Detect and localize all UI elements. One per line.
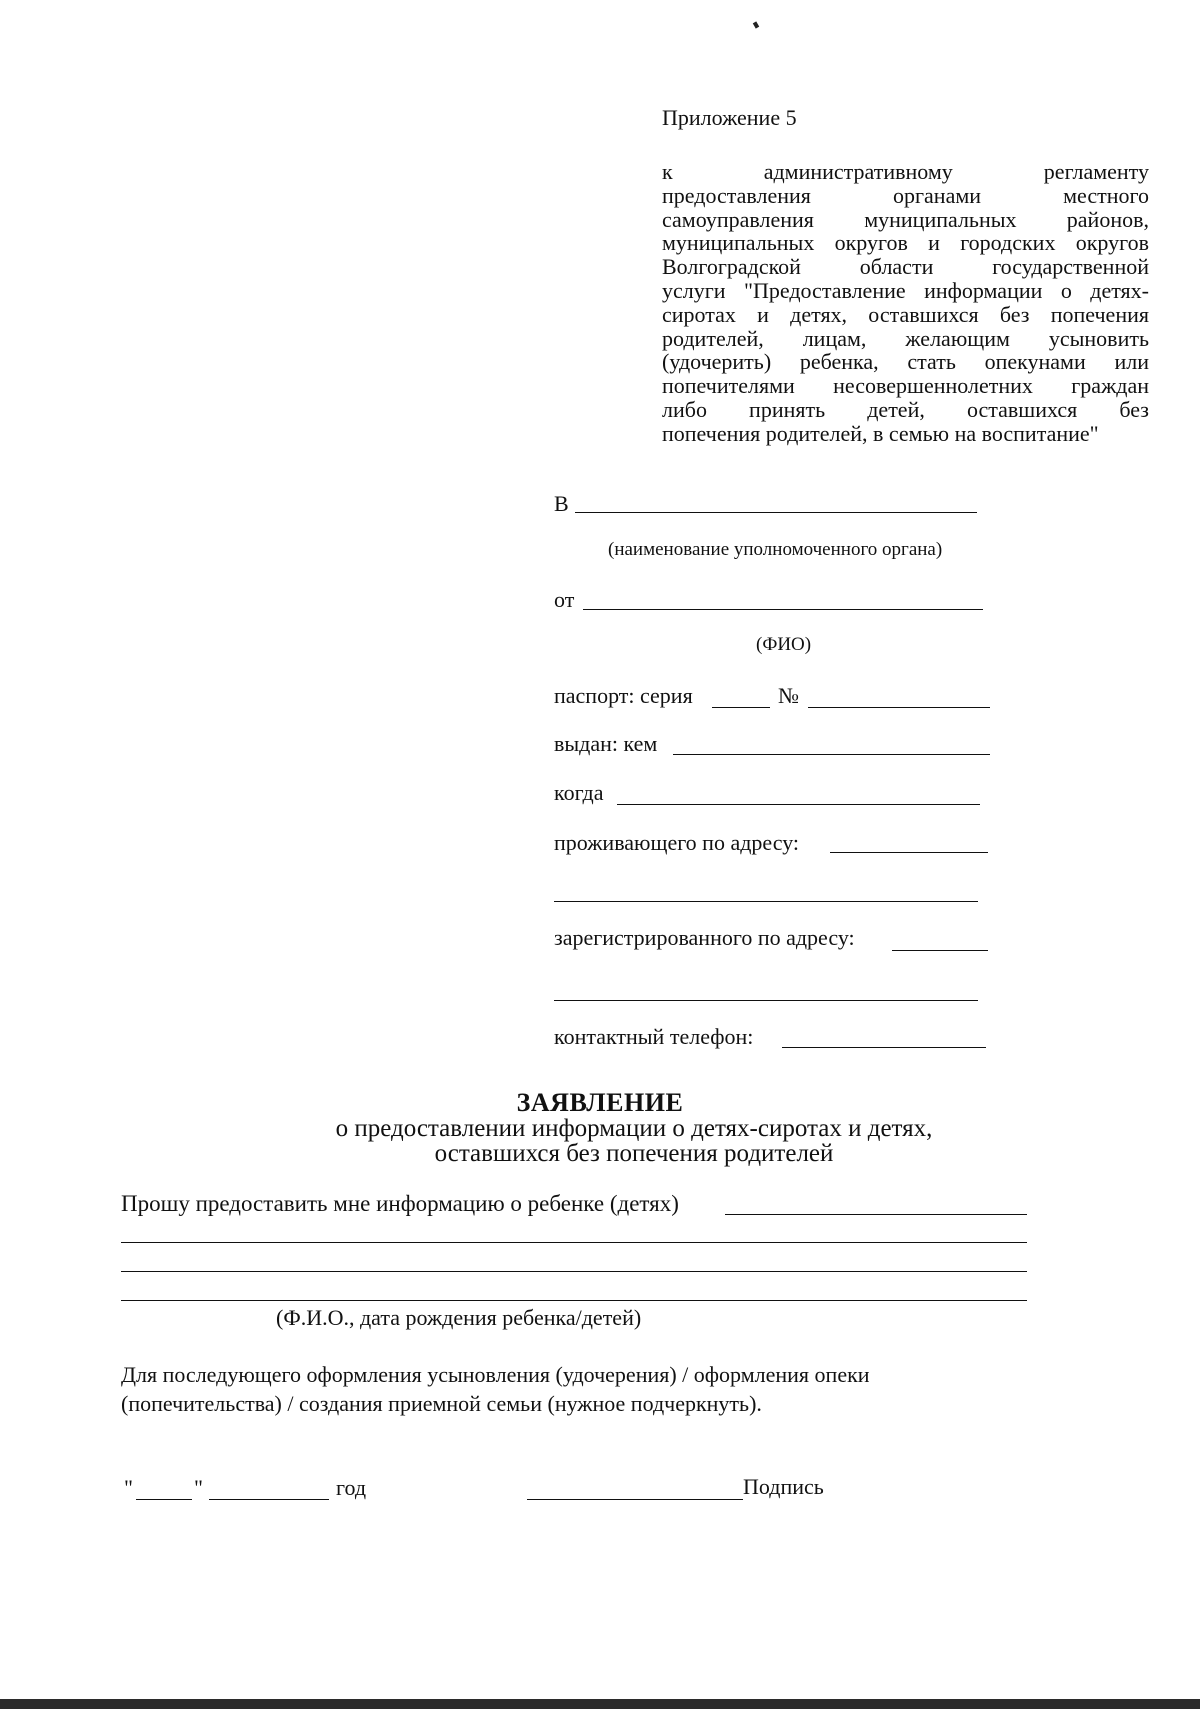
appendix-line: либо принять детей, оставшихся без	[662, 396, 1149, 422]
purpose-line1: Для последующего оформления усыновления (удочерения) / оформления опеки	[121, 1362, 870, 1387]
issued-when-label: когда	[554, 780, 604, 805]
phone-label: контактный телефон:	[554, 1024, 754, 1049]
from-label: от	[554, 587, 575, 612]
appendix-title: Приложение 5	[662, 105, 797, 130]
registered-address-label: зарегистрированного по адресу:	[554, 925, 855, 950]
child-info-caption: (Ф.И.О., дата рождения ребенка/детей)	[276, 1305, 642, 1330]
scan-mark	[753, 21, 759, 28]
appendix-line: Волгоградской области государственной	[662, 254, 1149, 280]
scan-edge	[0, 1699, 1200, 1709]
registered-address-field-2[interactable]	[554, 1000, 978, 1001]
residing-address-field[interactable]	[830, 852, 988, 853]
passport-number-field[interactable]	[808, 707, 990, 708]
request-label: Прошу предоставить мне информацию о ребенке (детях)	[121, 1191, 679, 1216]
appendix-line: муниципальных округов и городских округов	[662, 230, 1149, 256]
child-info-field[interactable]	[725, 1214, 1027, 1215]
appendix-line: сиротах и детях, оставшихся без попечения	[662, 301, 1149, 327]
appendix-line: (удочерить) ребенка, стать опекунами или	[662, 349, 1149, 375]
signature-label: Подпись	[743, 1474, 824, 1499]
issued-when-field[interactable]	[617, 804, 980, 805]
appendix-line: самоуправления муниципальных районов,	[662, 206, 1149, 232]
purpose-line2: (попечительства) / создания приемной семьи (нужное подчеркнуть).	[121, 1391, 762, 1416]
appendix-line: к административному регламенту	[662, 159, 1149, 184]
date-day-field[interactable]	[136, 1499, 192, 1500]
appendix-line: родителей, лицам, желающим усыновить	[662, 325, 1149, 351]
passport-number-label: №	[778, 683, 799, 708]
statement-subtitle-line2: оставшихся без попечения родителей	[434, 1140, 834, 1167]
appendix-line: услуги "Предоставление информации о детях-	[662, 277, 1149, 303]
statement-subtitle-line1: о предоставлении информации о детях-сиротах и детях,	[335, 1115, 933, 1142]
to-authority-field[interactable]	[575, 512, 977, 513]
from-name-caption: (ФИО)	[756, 634, 812, 655]
to-label: В	[554, 491, 569, 516]
passport-series-field[interactable]	[712, 707, 770, 708]
child-info-field-4[interactable]	[121, 1300, 1027, 1301]
year-label: год	[336, 1475, 367, 1500]
residing-address-field-2[interactable]	[554, 901, 978, 902]
date-quote-close: "	[194, 1475, 203, 1500]
date-quote-open: "	[124, 1475, 133, 1500]
statement-title: ЗАЯВЛЕНИЕ	[516, 1088, 684, 1117]
residing-address-label: проживающего по адресу:	[554, 830, 800, 855]
from-name-field[interactable]	[583, 609, 983, 610]
to-authority-caption: (наименование уполномоченного органа)	[608, 539, 943, 560]
registered-address-field[interactable]	[892, 950, 988, 951]
passport-series-label: паспорт: серия	[554, 683, 693, 708]
date-month-field[interactable]	[209, 1499, 329, 1500]
child-info-field-2[interactable]	[121, 1242, 1027, 1243]
phone-field[interactable]	[782, 1047, 986, 1048]
issued-by-field[interactable]	[673, 754, 990, 755]
appendix-text	[662, 160, 1149, 446]
appendix-line: попечителями несовершеннолетних граждан	[662, 373, 1149, 399]
appendix-line: предоставления органами местного	[662, 182, 1149, 208]
appendix-line: попечения родителей, в семью на воспитание"	[662, 420, 1099, 446]
issued-by-label: выдан: кем	[554, 731, 658, 756]
child-info-field-3[interactable]	[121, 1271, 1027, 1272]
signature-field[interactable]	[527, 1499, 743, 1500]
